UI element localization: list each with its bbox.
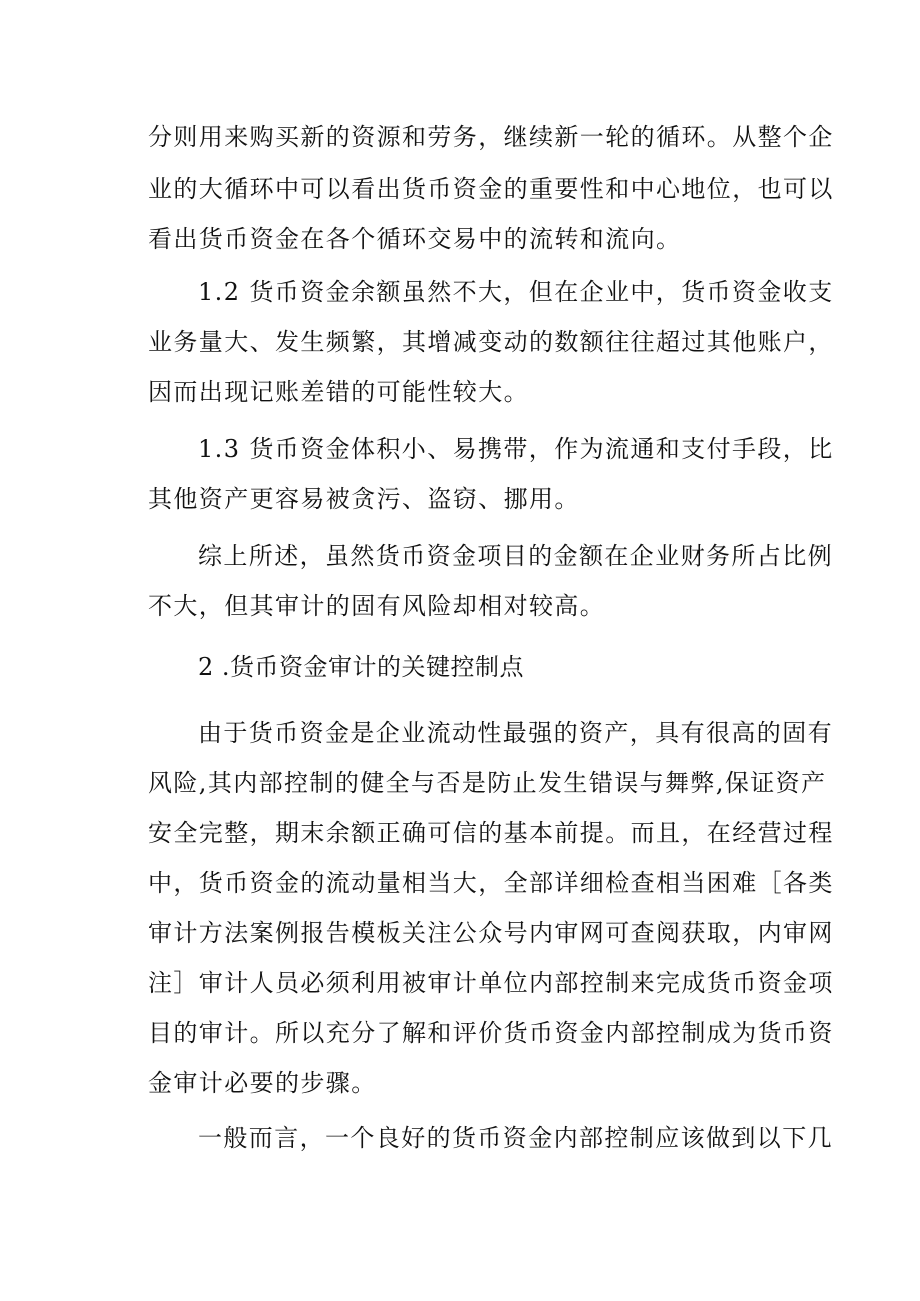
text-line: 不大，但其审计的固有风险却相对较高。	[148, 592, 606, 620]
section-heading: 2 .货币资金审计的关键控制点	[198, 653, 525, 681]
text-line: 看出货币资金在各个循环交易中的流转和流向。	[148, 225, 682, 253]
text-line: 一般而言，一个良好的货币资金内部控制应该做到以下几	[198, 1124, 833, 1152]
text-line: 注］审计人员必须利用被审计单位内部控制来完成货币资金项	[148, 969, 834, 997]
text-line: 安全完整，期末余额正确可信的基本前提。而且，在经营过程	[148, 819, 834, 847]
text-line: 综上所述，虽然货币资金项目的金额在企业财务所占比例	[198, 542, 833, 570]
text-line: 其他资产更容易被贪污、盗窃、挪用。	[148, 485, 580, 513]
text-line: 分则用来购买新的资源和劳务，继续新一轮的循环。从整个企	[148, 123, 834, 151]
text-line: 中，货币资金的流动量相当大，全部详细检查相当困难［各类	[148, 869, 834, 897]
text-line: 审计方法案例报告模板关注公众号内审网可查阅获取，内审网	[148, 919, 834, 947]
text-line: 金审计必要的步骤。	[148, 1069, 377, 1097]
text-line: 风险,其内部控制的健全与否是防止发生错误与舞弊,保证资产	[148, 769, 827, 797]
text-line: 业的大循环中可以看出货币资金的重要性和中心地位，也可以	[148, 175, 834, 203]
text-line: 1.2 货币资金余额虽然不大，但在企业中，货币资金收支	[198, 278, 834, 306]
text-line: 1.3 货币资金体积小、易携带，作为流通和支付手段，比	[198, 435, 834, 463]
text-line: 目的审计。所以充分了解和评价货币资金内部控制成为货币资	[148, 1019, 834, 1047]
text-line: 业务量大、发生频繁，其增减变动的数额往往超过其他账户，	[148, 328, 834, 356]
text-line: 因而出现记账差错的可能性较大。	[148, 378, 529, 406]
text-line: 由于货币资金是企业流动性最强的资产，具有很高的固有	[198, 719, 833, 747]
